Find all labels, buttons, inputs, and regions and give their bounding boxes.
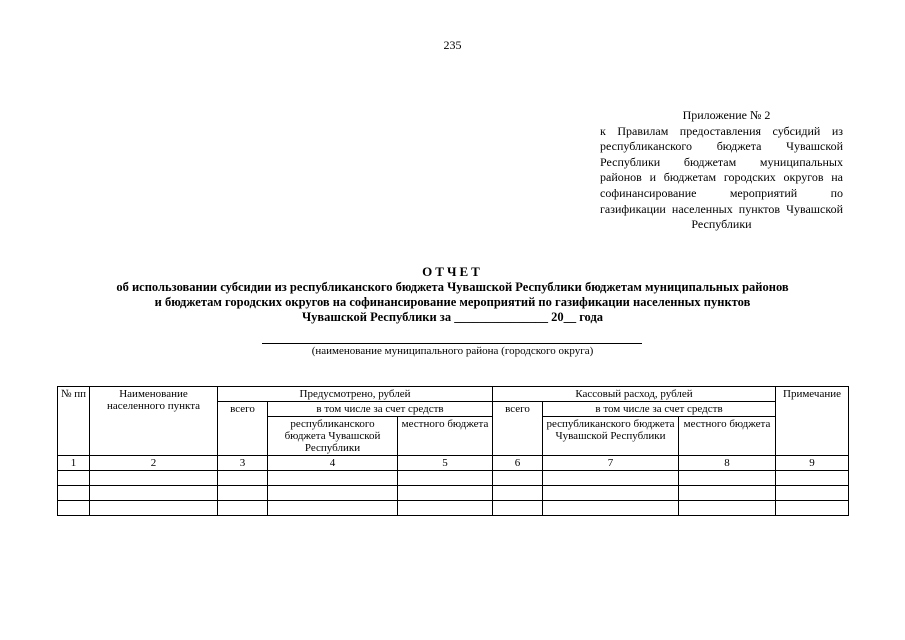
table-cell[interactable] (268, 501, 398, 516)
column-number: 9 (776, 456, 849, 471)
column-number: 7 (543, 456, 679, 471)
table-cell[interactable] (58, 471, 90, 486)
appendix-body: к Правилам предоставления субсидий из республиканского бюджета Чувашской Республики бюджетам муниципальных районов и бюджетам городских округов на софинансирование мероприятий по газификации населенных пунктов Чувашской Республики (600, 123, 843, 232)
header-spent-republic: республиканского бюджета Чувашской Республики (543, 417, 679, 456)
table-cell[interactable] (493, 486, 543, 501)
municipality-name-line (262, 343, 642, 344)
header-spent-including: в том числе за счет средств (543, 402, 776, 417)
header-spent-total: всего (493, 402, 543, 456)
table-cell[interactable] (218, 501, 268, 516)
column-number: 4 (268, 456, 398, 471)
column-number: 1 (58, 456, 90, 471)
table-cell[interactable] (90, 486, 218, 501)
header-col-number: № пп (58, 387, 90, 456)
table-cell[interactable] (398, 471, 493, 486)
report-subtitle (40, 280, 865, 325)
header-row-1 (58, 387, 849, 402)
table-cell[interactable] (679, 486, 776, 501)
header-planned-including: в том числе за счет средств (268, 402, 493, 417)
table-row (58, 501, 849, 516)
table-cell[interactable] (776, 471, 849, 486)
header-spent: Кассовый расход, рублей (493, 387, 776, 402)
table-cell[interactable] (218, 471, 268, 486)
table-cell[interactable] (90, 471, 218, 486)
table-cell[interactable] (493, 501, 543, 516)
column-number: 3 (218, 456, 268, 471)
column-number: 8 (679, 456, 776, 471)
appendix-block (600, 108, 843, 233)
header-planned-republic: республиканского бюджета Чувашской Республики (268, 417, 398, 456)
table-cell[interactable] (776, 486, 849, 501)
table-cell[interactable] (398, 501, 493, 516)
table-cell[interactable] (679, 501, 776, 516)
column-number: 5 (398, 456, 493, 471)
appendix-title: Приложение № 2 (682, 108, 771, 122)
column-number: 6 (493, 456, 543, 471)
table-cell[interactable] (268, 471, 398, 486)
table-cell[interactable] (58, 486, 90, 501)
table-row (58, 486, 849, 501)
table-cell[interactable] (398, 486, 493, 501)
table-cell[interactable] (543, 471, 679, 486)
table-cell[interactable] (218, 486, 268, 501)
table-cell[interactable] (543, 501, 679, 516)
table-cell[interactable] (268, 486, 398, 501)
table-cell[interactable] (679, 471, 776, 486)
table-cell[interactable] (543, 486, 679, 501)
table-cell[interactable] (776, 501, 849, 516)
table-cell[interactable] (58, 501, 90, 516)
header-planned: Предусмотрено, рублей (218, 387, 493, 402)
table-row (58, 471, 849, 486)
header-planned-local: местного бюджета (398, 417, 493, 456)
report-subtitle-line-1: об использовании субсидии из республиканского бюджета Чувашской Республики бюджетам муниципальных районов (116, 280, 789, 294)
header-note: Примечание (776, 387, 849, 456)
page-number: 235 (443, 38, 462, 52)
column-number: 2 (90, 456, 218, 471)
table-cell[interactable] (90, 501, 218, 516)
column-number-row (58, 456, 849, 471)
header-spent-local: местного бюджета (679, 417, 776, 456)
report-title: ОТЧЕТ (422, 264, 483, 279)
report-subtitle-line-3: Чувашской Республики за _______________ 20__ года (301, 310, 604, 324)
header-planned-total: всего (218, 402, 268, 456)
report-table (57, 386, 849, 516)
report-subtitle-line-2: и бюджетам городских округов на софинансирование мероприятий по газификации населенных пунктов (154, 295, 751, 309)
municipality-name-caption: (наименование муниципального района (городского округа) (311, 345, 594, 357)
header-col-name: Наименование населенного пункта (90, 387, 218, 456)
table-cell[interactable] (493, 471, 543, 486)
